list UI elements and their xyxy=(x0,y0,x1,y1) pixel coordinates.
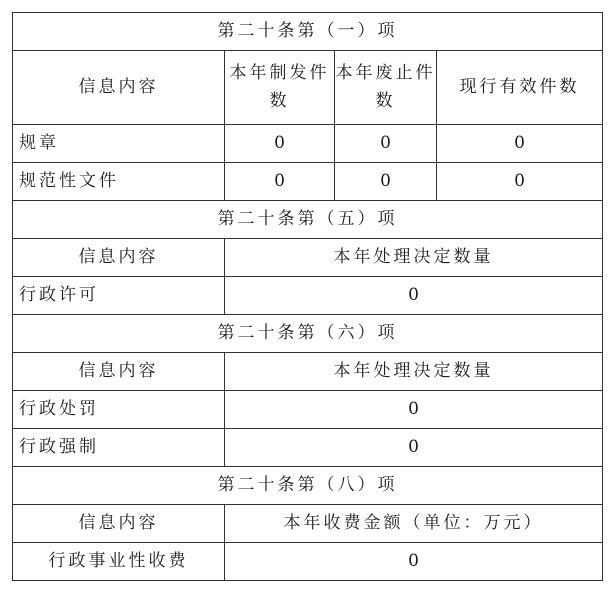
section-title-row xyxy=(13,13,603,51)
section-title: 第二十条第（一）项 xyxy=(13,13,603,51)
table-header-row xyxy=(13,353,603,391)
cell-repealed-value: 0 xyxy=(335,163,437,201)
disclosure-table xyxy=(12,12,603,581)
row-label: 行政事业性收费 xyxy=(13,543,225,581)
cell-valid-value: 0 xyxy=(437,163,603,201)
header-decision-count: 本年处理决定数量 xyxy=(225,353,603,391)
row-label: 行政强制 xyxy=(13,429,225,467)
header-info-content: 信息内容 xyxy=(13,51,225,125)
section-title: 第二十条第（六）项 xyxy=(13,315,603,353)
row-label: 行政许可 xyxy=(13,277,225,315)
row-label: 行政处罚 xyxy=(13,391,225,429)
cell-value: 0 xyxy=(225,543,603,581)
section-title: 第二十条第（八）项 xyxy=(13,467,603,505)
cell-issued-value: 0 xyxy=(225,125,335,163)
cell-repealed-value: 0 xyxy=(335,125,437,163)
table-row xyxy=(13,163,603,201)
header-info-content: 信息内容 xyxy=(13,505,225,543)
cell-value: 0 xyxy=(225,277,603,315)
table-row xyxy=(13,429,603,467)
table-header-row xyxy=(13,239,603,277)
header-repealed-count: 本年废止件数 xyxy=(335,51,437,125)
section-title-row xyxy=(13,467,603,505)
table-row xyxy=(13,391,603,429)
table-header-row xyxy=(13,51,603,125)
cell-issued-value: 0 xyxy=(225,163,335,201)
header-info-content: 信息内容 xyxy=(13,239,225,277)
section-title-row xyxy=(13,201,603,239)
row-label: 规章 xyxy=(13,125,225,163)
cell-valid-value: 0 xyxy=(437,125,603,163)
header-issued-count: 本年制发件数 xyxy=(225,51,335,125)
cell-value: 0 xyxy=(225,391,603,429)
table-row xyxy=(13,543,603,581)
table-row xyxy=(13,125,603,163)
header-valid-count: 现行有效件数 xyxy=(437,51,603,125)
table-header-row xyxy=(13,505,603,543)
header-decision-count: 本年处理决定数量 xyxy=(225,239,603,277)
table-row xyxy=(13,277,603,315)
header-fee-amount: 本年收费金额（单位：万元） xyxy=(225,505,603,543)
row-label: 规范性文件 xyxy=(13,163,225,201)
section-title: 第二十条第（五）项 xyxy=(13,201,603,239)
header-info-content: 信息内容 xyxy=(13,353,225,391)
cell-value: 0 xyxy=(225,429,603,467)
section-title-row xyxy=(13,315,603,353)
